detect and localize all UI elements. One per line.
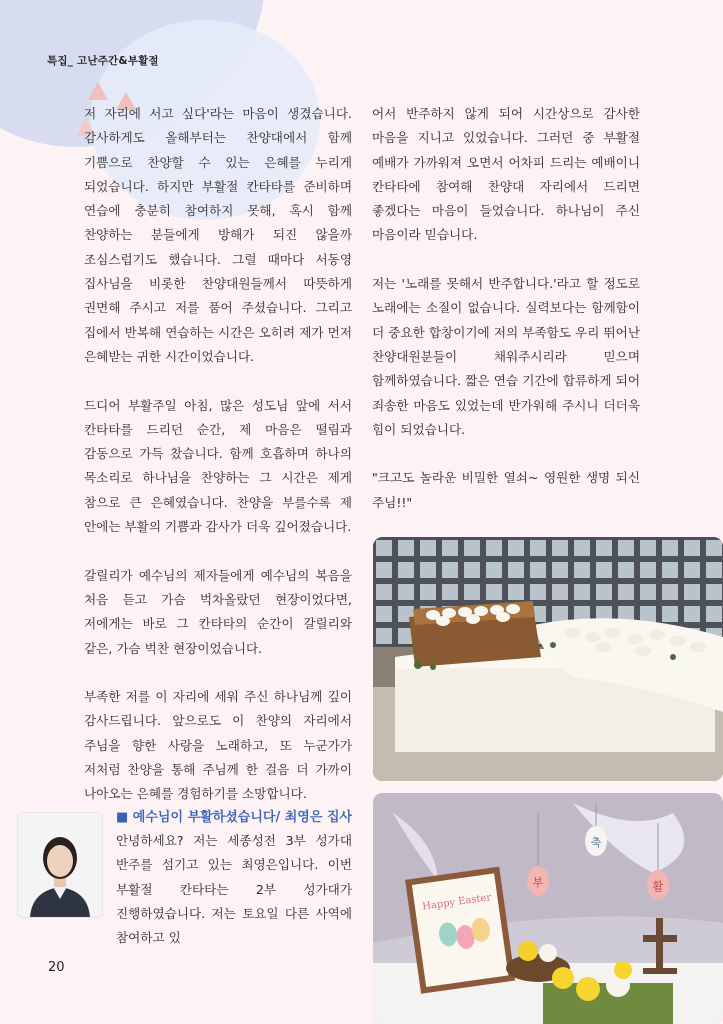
section-heading: ■ 예수님이 부활하셨습니다/ 최영은 집사 [116,810,353,825]
right-column [372,102,640,515]
paragraph: 안녕하세요? 저는 세종성전 3부 성가대 반주를 섬기고 있는 최영은입니다. 이번 부활절 칸타타는 2부 성가대가 진행하였습니다. 저는 토요일 다른 사역에 참여하고 있 [116,833,352,946]
author-portrait [17,812,103,918]
paragraph: 저 자리에 서고 싶다'라는 마음이 생겼습니다. 감사하게도 올해부터는 찬양대에서 함께 기쁨으로 찬양할 수 있는 은혜를 누리게 되었습니다. 하지만 부활절 칸타타를 준비하며 연습에 충분히 참여하지 못해, 혹시 함께 찬양하는 분들에게 방해가 되진 않을까 조심스럽기도 했습니다. 그럴 때마다 서동영 집사님을 비롯한 찬양대원들께서 따뜻하게 권면해 주시고 저를 품어 주셨습니다. 그리고 집에서 반복해 연습하는 시간은 오히려 제가 먼저 은혜받는 귀한 시간이었습니다. [84,106,352,364]
paragraph: 저는 '노래를 못해서 반주합니다.'라고 할 정도로 노래에는 소질이 없습니다. 실력보다는 함께함이 더 중요한 합창이기에 저의 부족함도 우리 뛰어난 찬양대원분들이 채워주시리라 믿으며 함께하였습니다. 짧은 연습 기간에 합류하게 되어 죄송한 마음도 있었는데 반가워해 주시니 더더욱 힘이 되었습니다. [372,276,640,437]
paragraph: 어서 반주하지 않게 되어 시간상으로 감사한 마음을 지니고 있었습니다. 그러던 중 부활절 예배가 가까워져 오면서 어차피 드리는 예배이니 칸타타에 참여해 찬양대 자리에서 드리면 좋겠다는 마음이 들었습니다. 하나님이 주신 마음이라 믿습니다. [372,106,640,243]
quote: "크고도 놀라운 비밀한 열쇠~ 영원한 생명 되신 주님!!" [372,470,640,510]
card-text: Happy Easter [421,892,492,913]
paragraph: 부족한 저를 이 자리에 세워 주신 하나님께 깊이 감사드립니다. 앞으로도 이 찬양의 자리에서 주님을 향한 사랑을 노래하고, 또 누군가가 저처럼 찬양을 통해 주님께 한 걸음 더 가까이 나아오는 은혜를 경험하기를 소망합니다. [84,689,352,802]
photo-easter-decoration [373,793,723,1024]
egg-label: 활 [652,880,664,893]
decorative-triangle [88,82,108,100]
egg-label: 부 [532,876,544,889]
section-body [116,829,352,950]
page-number: 20 [48,960,65,975]
paragraph: 갈릴리가 예수님의 제자들에게 예수님의 복음을 처음 듣고 가슴 벅차올랐던 현장이었다면, 저에게는 바로 그 칸타타의 순간이 갈릴리와 같은, 가슴 벅찬 현장이었습니다. [84,567,352,656]
egg-label: 축 [590,836,602,849]
left-column [84,102,352,807]
paragraph: 드디어 부활주일 아침, 많은 성도님 앞에 서서 칸타타를 드리던 순간, 제 마음은 떨림과 감동으로 가득 찼습니다. 함께 호흡하며 하나의 목소리로 하나님을 찬양하는 그 시간은 제게 참으로 큰 은혜였습니다. 찬양을 부를수록 제 안에는 부활의 기쁨과 감사가 더욱 깊어졌습니다. [84,397,352,535]
photo-easter-table [373,537,723,781]
page-header: 특집_ 고난주간&부활절 [47,55,159,67]
